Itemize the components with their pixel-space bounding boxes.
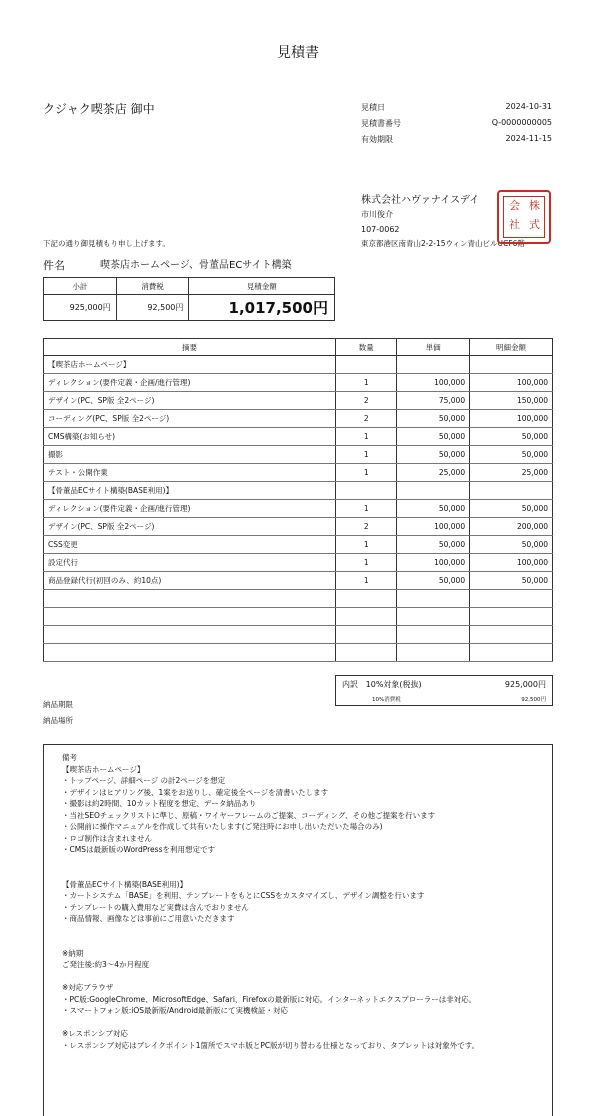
remarks-line <box>62 867 552 879</box>
item-description: CSS変更 <box>44 536 336 554</box>
table-row <box>44 644 553 662</box>
remarks-line: ※納期 <box>62 948 84 958</box>
remarks-line: ※レスポンシブ対応 <box>62 1029 128 1038</box>
item-quantity <box>336 482 397 500</box>
consumption-tax-label: 10%消費税 <box>372 697 401 703</box>
remarks-line: ・撮影は約2時間、10カット程度を想定、データ納品あり <box>62 799 257 808</box>
item-unit-price: 50,000 <box>397 500 470 518</box>
remarks-line: ・PC版:GoogleChrome、MicrosoftEdge、Safari、Firefoxの最新版に対応。インターネットエクスプローラーは非対応。 <box>62 994 477 1004</box>
item-description: 【喫茶店ホームページ】 <box>44 356 336 374</box>
issuer-company: 株式会社ハヴァナイスデイ <box>361 195 480 206</box>
remarks-line: ・デザインはヒアリング後、1案をお送りし、確定後全ページを清書いたします <box>62 787 329 797</box>
remarks-line: 【骨董品ECサイト構築(BASE利用)】 <box>62 879 188 889</box>
table-row <box>44 590 553 608</box>
table-row <box>44 374 553 392</box>
item-amount: 50,000 <box>470 428 553 446</box>
subtotal-value: 925,000円 <box>44 295 117 321</box>
item-quantity: 2 <box>336 392 397 410</box>
remarks-line: ・カートシステム「BASE」を利用、テンプレートをもとにCSSをカスタマイズし、デザイン調整を行います <box>62 891 425 900</box>
item-quantity: 2 <box>336 518 397 536</box>
item-description: CMS構築(お知らせ) <box>44 428 336 446</box>
remarks-line: ・テンプレートの購入費用など実費は含んでおりません <box>62 902 249 912</box>
remarks-line: ・商品情報、画像などは事前にご用意いただきます <box>62 914 235 923</box>
expiry-date-value: 2024-11-15 <box>505 134 552 143</box>
table-row <box>44 626 553 644</box>
summary-table <box>43 277 335 321</box>
remarks-line <box>62 936 552 948</box>
subtotal-header: 小計 <box>44 278 117 295</box>
item-amount: 100,000 <box>470 410 553 428</box>
expiry-date-label: 有効期限 <box>361 135 393 144</box>
item-amount: 100,000 <box>470 374 553 392</box>
item-description <box>44 626 336 644</box>
item-description: コーディング(PC、SP版 全2ページ) <box>44 410 336 428</box>
remarks-line: ・当社SEOチェックリストに準じ、原稿・ワイヤーフレームのご提案、コーディング、その他ご提案を行います <box>62 810 436 820</box>
tax-breakdown-label: 内訳 10%対象(税抜) <box>342 680 422 689</box>
quote-date-label: 見積日 <box>361 103 385 112</box>
table-row <box>44 464 553 482</box>
item-quantity: 1 <box>336 428 397 446</box>
consumption-tax-value: 92,500円 <box>521 697 546 703</box>
item-amount: 200,000 <box>470 518 553 536</box>
total-amount: 1,017,500円 <box>189 295 335 321</box>
table-row <box>44 446 553 464</box>
table-row <box>44 428 553 446</box>
item-quantity: 1 <box>336 500 397 518</box>
unit-price-header: 単価 <box>397 339 470 356</box>
table-row <box>44 536 553 554</box>
item-quantity <box>336 626 397 644</box>
remarks-line <box>62 971 552 983</box>
quote-number-value: Q-0000000005 <box>491 118 552 127</box>
remarks-title: 備考 <box>62 753 77 762</box>
item-description <box>44 644 336 662</box>
greeting-text: 下記の通り御見積もり申し上げます。 <box>43 239 170 248</box>
remarks-line: ・ロゴ制作は含まれません <box>62 833 152 843</box>
issuer-address: 東京都港区南青山2-2-15ウィン青山ビルUCF6階 <box>361 239 525 248</box>
table-row <box>44 572 553 590</box>
item-amount: 50,000 <box>470 500 553 518</box>
item-unit-price: 50,000 <box>397 446 470 464</box>
remarks-line <box>62 1017 552 1029</box>
remarks-line: ・CMSは最新版のWordPressを利用想定です <box>62 845 215 854</box>
client-name: クジャク喫茶店 御中 <box>43 102 155 116</box>
description-header: 摘要 <box>44 339 336 356</box>
item-amount <box>470 482 553 500</box>
amount-header: 明細金額 <box>470 339 553 356</box>
item-unit-price: 50,000 <box>397 428 470 446</box>
table-row <box>44 356 553 374</box>
item-unit-price <box>397 482 470 500</box>
item-amount <box>470 626 553 644</box>
remarks-line: ・公開前に操作マニュアルを作成して共有いたします(ご発注時にお申し出いただいた場合のみ) <box>62 822 383 831</box>
item-quantity <box>336 356 397 374</box>
item-unit-price <box>397 626 470 644</box>
total-header: 見積金額 <box>189 278 335 295</box>
item-description: ディレクション(要件定義・企画/進行管理) <box>44 374 336 392</box>
item-quantity: 1 <box>336 572 397 590</box>
item-amount: 50,000 <box>470 536 553 554</box>
document-title: 見積書 <box>277 45 319 61</box>
item-quantity: 1 <box>336 464 397 482</box>
remarks-line: ※対応ブラウザ <box>62 983 114 992</box>
tax-value: 92,500円 <box>116 295 189 321</box>
seal-char: 会 <box>509 199 520 212</box>
item-quantity: 1 <box>336 554 397 572</box>
delivery-date-label: 納品期限 <box>43 700 73 709</box>
issuer-zip: 107-0062 <box>361 225 400 234</box>
item-amount: 100,000 <box>470 554 553 572</box>
subject-label: 件名 <box>43 259 65 272</box>
item-quantity <box>336 608 397 626</box>
remarks-line: ご発注後:約3〜4か月程度 <box>62 960 150 969</box>
subject-text: 喫茶店ホームページ、骨董品ECサイト構築 <box>100 260 292 271</box>
item-description: デザイン(PC、SP版 全2ページ) <box>44 392 336 410</box>
item-description: 商品登録代行(初回のみ、約10点) <box>44 572 336 590</box>
item-amount <box>470 356 553 374</box>
item-unit-price <box>397 356 470 374</box>
table-row <box>44 518 553 536</box>
item-amount: 50,000 <box>470 572 553 590</box>
seal-char: 式 <box>529 218 540 231</box>
item-unit-price: 50,000 <box>397 536 470 554</box>
item-amount <box>470 590 553 608</box>
item-unit-price: 100,000 <box>397 554 470 572</box>
item-unit-price: 50,000 <box>397 572 470 590</box>
quote-date-value: 2024-10-31 <box>505 102 552 111</box>
remarks-line <box>62 925 552 937</box>
delivery-place-label: 納品場所 <box>43 716 73 725</box>
item-description: ディレクション(要件定義・企画/進行管理) <box>44 500 336 518</box>
line-items-body <box>44 356 553 662</box>
item-quantity: 1 <box>336 374 397 392</box>
item-amount: 25,000 <box>470 464 553 482</box>
line-items-table <box>43 338 553 662</box>
quote-number-label: 見積書番号 <box>361 119 401 128</box>
item-amount: 50,000 <box>470 446 553 464</box>
item-unit-price <box>397 608 470 626</box>
table-row <box>44 500 553 518</box>
remarks-line: 【喫茶店ホームページ】 <box>62 764 145 774</box>
remarks-line: ・トップページ、詳細ページ の計2ページを想定 <box>62 776 226 785</box>
item-quantity: 2 <box>336 410 397 428</box>
remarks-line: ・レスポンシブ対応はブレイクポイント1箇所でスマホ版とPC版が切り替わる仕様となっており、タブレットは対象外です。 <box>62 1040 480 1050</box>
table-row <box>44 482 553 500</box>
remarks-box <box>43 744 553 1116</box>
table-row <box>44 392 553 410</box>
item-quantity: 1 <box>336 446 397 464</box>
item-amount <box>470 644 553 662</box>
quantity-header: 数量 <box>336 339 397 356</box>
item-quantity <box>336 644 397 662</box>
item-quantity <box>336 590 397 608</box>
item-description: 撮影 <box>44 446 336 464</box>
remarks-line: ・スマートフォン版:iOS最新版/Android最新版にて実機検証・対応 <box>62 1006 289 1015</box>
issuer-person: 市川俊介 <box>361 210 393 219</box>
table-row <box>44 608 553 626</box>
item-unit-price <box>397 590 470 608</box>
item-description <box>44 590 336 608</box>
item-description: デザイン(PC、SP版 全2ページ) <box>44 518 336 536</box>
item-description: テスト・公開作業 <box>44 464 336 482</box>
seal-char: 株 <box>529 199 540 212</box>
item-description: 【骨董品ECサイト構築(BASE利用)】 <box>44 482 336 500</box>
item-unit-price: 100,000 <box>397 518 470 536</box>
tax-breakdown <box>335 675 553 706</box>
item-description <box>44 608 336 626</box>
table-row <box>44 410 553 428</box>
item-quantity: 1 <box>336 536 397 554</box>
table-row <box>44 554 553 572</box>
taxable-base-value: 925,000円 <box>504 680 546 689</box>
item-unit-price: 50,000 <box>397 410 470 428</box>
item-amount <box>470 608 553 626</box>
seal-char: 社 <box>509 218 520 231</box>
item-unit-price: 25,000 <box>397 464 470 482</box>
item-unit-price <box>397 644 470 662</box>
item-unit-price: 100,000 <box>397 374 470 392</box>
remarks-line <box>62 856 552 868</box>
company-seal <box>497 190 551 244</box>
item-description: 設定代行 <box>44 554 336 572</box>
tax-header: 消費税 <box>116 278 189 295</box>
item-unit-price: 75,000 <box>397 392 470 410</box>
item-amount: 150,000 <box>470 392 553 410</box>
